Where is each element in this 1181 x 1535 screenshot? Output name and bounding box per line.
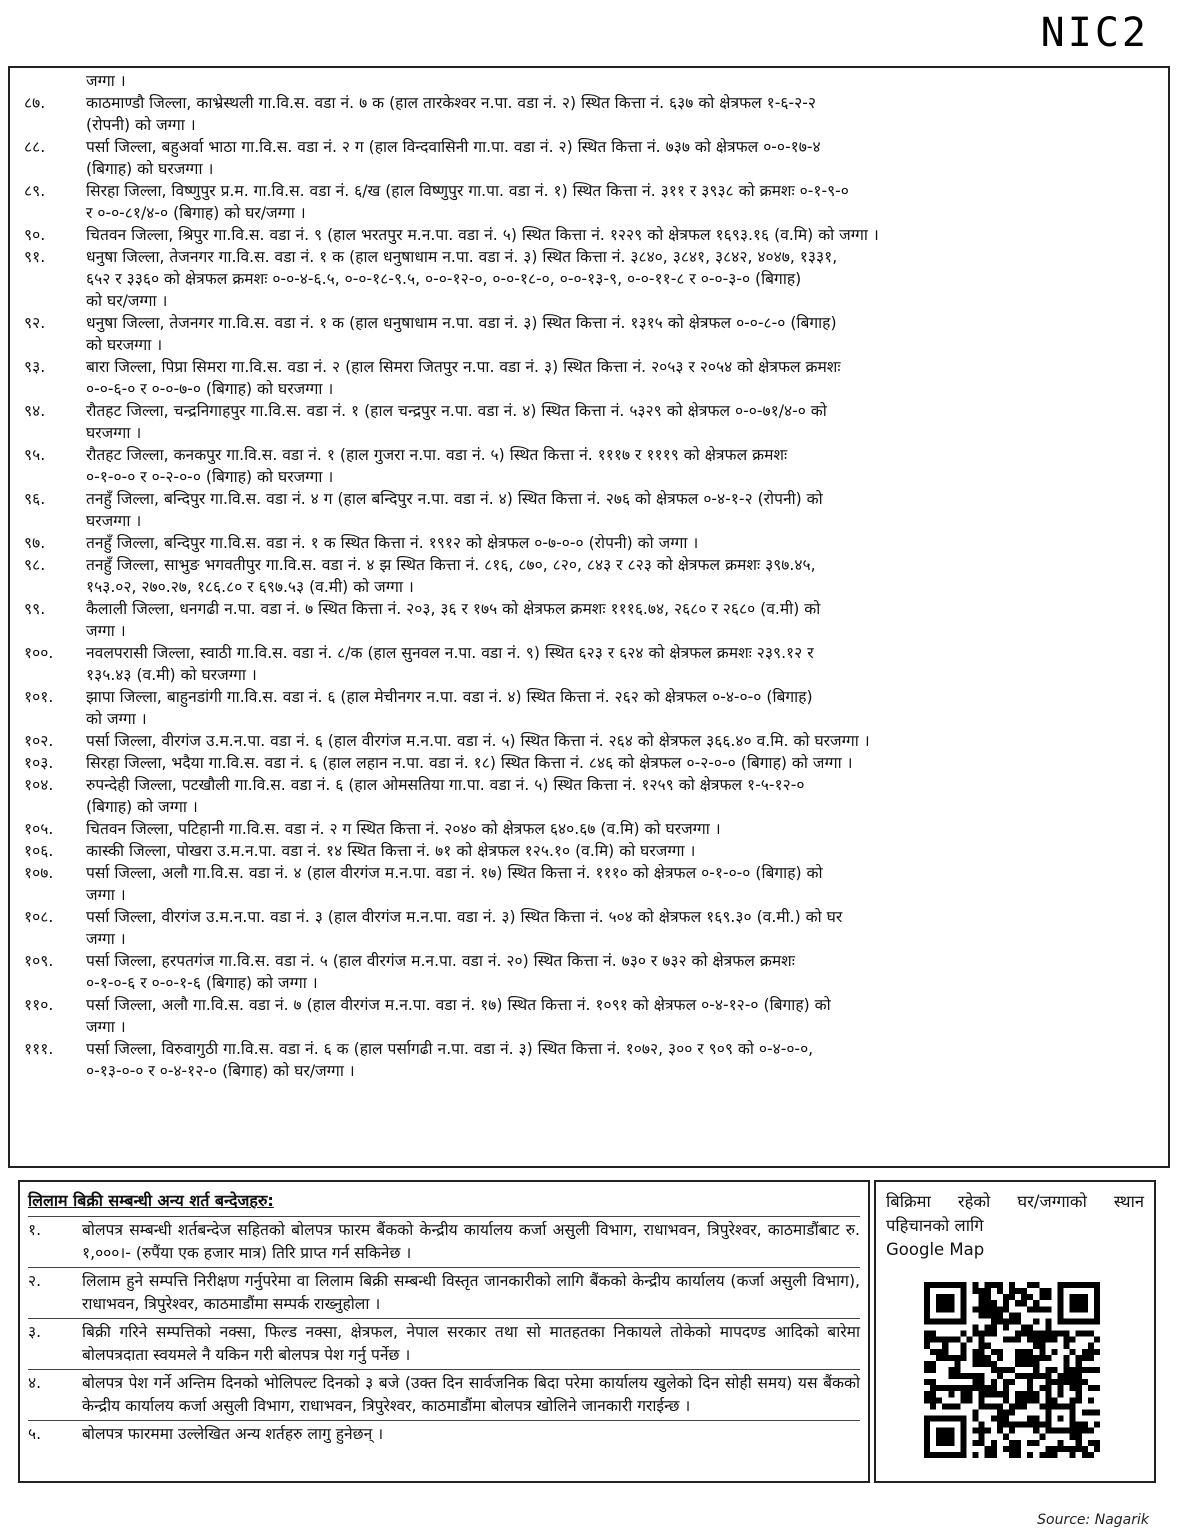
list-item (24, 994, 1154, 1016)
item-number: ८८. (24, 138, 46, 156)
list-item (24, 950, 1154, 972)
list-item (24, 378, 1154, 400)
list-item (24, 752, 1154, 774)
item-number (24, 708, 86, 730)
item-number: १०८. (24, 908, 54, 926)
list-item (24, 686, 1154, 708)
item-text: जग्गा । (86, 930, 126, 948)
list-item (24, 598, 1154, 620)
item-text: तनहुँ जिल्ला, बन्दिपुर गा.वि.स. वडा नं. १ क स्थित कित्ता नं. १९१२ को क्षेत्रफल ०-७-०-० (रोपनी) को जग्गा । (86, 534, 699, 552)
item-text: ६५२ र ३३६० को क्षेत्रफल क्रमशः ०-०-४-६.५, ०-०-१८-९.५, ०-०-१२-०, ०-०-१८-०, ०-०-१३-९, ०-०-११-८ र ०-०-३-० (बिगाह) (86, 270, 802, 288)
item-text: (बिगाह) को जग्गा । (86, 798, 198, 816)
item-number: १०५. (24, 820, 54, 838)
map-info-label: बिक्रिमा रहेको घर/जग्गाको स्थान पहिचानको लागि (886, 1192, 1144, 1235)
list-item (24, 928, 1154, 950)
condition-text: बिक्री गरिने सम्पत्तिको नक्सा, फिल्ड नक्सा, क्षेत्रफल, नेपाल सरकार तथा सो मातहतका निकायले तोकेको मापदण्ड आदिको बारेमा बोलपत्रदाता स्वयमले नै यकिन गरी बोलपत्र पेश गर्नु पर्नेछ । (82, 1323, 860, 1364)
list-item (24, 1060, 1154, 1082)
item-number: ९५. (24, 446, 46, 464)
item-number (24, 664, 86, 686)
item-number: १११. (24, 1040, 54, 1058)
list-item (24, 862, 1154, 884)
list-item (24, 92, 1154, 114)
list-item (24, 422, 1154, 444)
item-number (24, 884, 86, 906)
item-text: को घर/जग्गा । (86, 292, 168, 310)
item-text: पर्सा जिल्ला, वीरगंज उ.म.न.पा. वडा नं. ६ (हाल वीरगंज म.न.पा. वडा नं. ५) स्थित कित्ता नं. २६४ को क्षेत्रफल ३६६.४० व.मि. को घरजग्गा । (86, 732, 870, 750)
item-number: १०९. (24, 952, 54, 970)
list-item (24, 114, 1154, 136)
item-number: ८७. (24, 94, 46, 112)
item-text: सिरहा जिल्ला, भदैया गा.वि.स. वडा नं. ६ (हाल लहान न.पा. वडा नं. १८) स्थित कित्ता नं. ८४६ को क्षेत्रफल ०-२-०-० (बिगाह) को जग्गा । (86, 754, 853, 772)
item-number (24, 268, 86, 290)
item-text: पर्सा जिल्ला, अलौ गा.वि.स. वडा नं. ७ (हाल वीरगंज म.न.पा. वडा नं. १७) स्थित कित्ता नं. १०९१ को क्षेत्रफल ०-४-१२-० (बिगाह) को (86, 996, 831, 1014)
item-text: (रोपनी) को जग्गा । (86, 116, 196, 134)
item-number: ९१. (24, 248, 46, 266)
conditions-title: लिलाम बिक्री सम्बन्धी अन्य शर्त बन्देजहरु: (28, 1191, 274, 1210)
condition-divider (28, 1318, 860, 1319)
item-number (24, 378, 86, 400)
list-item (24, 1016, 1154, 1038)
item-number: १०६. (24, 842, 54, 860)
list-item (24, 620, 1154, 642)
item-number: ८९. (24, 182, 46, 200)
list-item (24, 972, 1154, 994)
item-number (24, 1016, 86, 1038)
list-item (24, 444, 1154, 466)
list-item (24, 312, 1154, 334)
list-item (24, 466, 1154, 488)
condition-number: ४. (28, 1374, 42, 1392)
map-info-box (874, 1180, 1156, 1483)
property-list (24, 70, 1154, 1082)
item-number (24, 158, 86, 180)
conditions-list (28, 1216, 860, 1446)
item-number (24, 70, 86, 92)
condition-text: बोलपत्र सम्बन्धी शर्तबन्देज सहितको बोलपत्र फारम बैंकको केन्द्रीय कार्यालय कर्जा असुली विभाग, राधाभवन, त्रिपुरेश्वर, काठमाडौंबाट रु. १,०००।- (रुपैंया एक हजार मात्र) तिरि प्राप्त गर्न सकिनेछ । (82, 1221, 860, 1262)
list-item (24, 774, 1154, 796)
item-text: ०-१३-०-० र ०-४-१२-० (बिगाह) को घर/जग्गा । (86, 1062, 355, 1080)
item-text: काठमाण्डौ जिल्ला, काभ्रेस्थली गा.वि.स. वडा नं. ७ क (हाल तारकेश्वर न.पा. वडा नं. २) स्थित कित्ता नं. ६३७ को क्षेत्रफल १-६-२-२ (86, 94, 816, 112)
item-text: ०-१-०-० र ०-२-०-० (बिगाह) को घरजग्गा । (86, 468, 334, 486)
item-text: चितवन जिल्ला, श्रिपुर गा.वि.स. वडा नं. ९ (हाल भरतपुर म.न.पा. वडा नं. ५) स्थित कित्ता नं. १२२९ को क्षेत्रफल १६९३.१६ (व.मि) को जग्गा । (86, 226, 879, 244)
list-item (24, 356, 1154, 378)
item-number (24, 796, 86, 818)
item-number (24, 576, 86, 598)
list-item (24, 532, 1154, 554)
item-text: बारा जिल्ला, पिप्रा सिमरा गा.वि.स. वडा नं. २ (हाल सिमरा जितपुर न.पा. वडा नं. ३) स्थित कित्ता नं. २०५३ र २०५४ को क्षेत्रफल क्रमशः (86, 358, 841, 376)
list-item (24, 334, 1154, 356)
condition-item (28, 1372, 860, 1418)
condition-divider (28, 1267, 860, 1268)
item-text: घरजग्गा । (86, 512, 142, 530)
condition-item (28, 1423, 860, 1446)
item-text: धनुषा जिल्ला, तेजनगर गा.वि.स. वडा नं. १ क (हाल धनुषाधाम न.पा. वडा नं. ३) स्थित कित्ता नं. ३८४०, ३८४१, ३८४२, ४०४७, १३३१, (86, 248, 838, 266)
item-text: रौतहट जिल्ला, चन्द्रनिगाहपुर गा.वि.स. वडा नं. १ (हाल चन्द्रपुर न.पा. वडा नं. ४) स्थित कित्ता नं. ५३२९ को क्षेत्रफल ०-०-७१/४-० को (86, 402, 827, 420)
list-item (24, 796, 1154, 818)
item-number: १०१. (24, 688, 54, 706)
list-item (24, 246, 1154, 268)
condition-item (28, 1321, 860, 1367)
condition-text: लिलाम हुने सम्पत्ति निरीक्षण गर्नुपरेमा वा लिलाम बिक्री सम्बन्धी विस्तृत जानकारीको लागि बैंकको केन्द्रीय कार्यालय (कर्जा असुली विभाग), राधाभवन, त्रिपुरेश्वर, काठमाडौंमा सम्पर्क राख्नुहोला । (82, 1272, 860, 1313)
item-number: ९८. (24, 556, 46, 574)
item-text: पर्सा जिल्ला, अलौ गा.वि.स. वडा नं. ४ (हाल वीरगंज म.न.पा. वडा नं. १७) स्थित कित्ता नं. १११० को क्षेत्रफल ०-१-०-० (बिगाह) को (86, 864, 823, 882)
item-text: जग्गा । (86, 1018, 126, 1036)
qr-code-icon[interactable] (924, 1282, 1100, 1458)
item-text: पर्सा जिल्ला, विरुवागुठी गा.वि.स. वडा नं. ६ क (हाल पर्सागढी न.पा. वडा नं. ३) स्थित कित्ता नं. १०७२, ३०० र ९०९ को ०-४-०-०, (86, 1040, 814, 1058)
item-text: जग्गा । (86, 72, 126, 90)
condition-item (28, 1219, 860, 1265)
item-number (24, 466, 86, 488)
item-number (24, 1060, 86, 1082)
condition-number: २. (28, 1272, 42, 1290)
list-item (24, 268, 1154, 290)
item-text: पर्सा जिल्ला, बहुअर्वा भाठा गा.वि.स. वडा नं. २ ग (हाल विन्दवासिनी गा.पा. वडा नं. २) स्थित कित्ता नं. ७३७ को क्षेत्रफल ०-०-१७-४ (86, 138, 821, 156)
list-item (24, 400, 1154, 422)
list-item (24, 730, 1154, 752)
item-text: कास्की जिल्ला, पोखरा उ.म.न.पा. वडा नं. १४ स्थित कित्ता नं. ७१ को क्षेत्रफल १२५.१० (व.मि) को घरजग्गा । (86, 842, 696, 860)
conditions-box (18, 1180, 870, 1483)
item-text: पर्सा जिल्ला, हरपतगंज गा.वि.स. वडा नं. ५ (हाल वीरगंज म.न.पा. वडा नं. २०) स्थित कित्ता नं. ७३० र ७३२ को क्षेत्रफल क्रमशः (86, 952, 795, 970)
list-item (24, 664, 1154, 686)
item-number: १०३. (24, 754, 54, 772)
item-number (24, 114, 86, 136)
condition-divider (28, 1216, 860, 1217)
item-text: को जग्गा । (86, 710, 147, 728)
condition-number: ५. (28, 1425, 42, 1443)
condition-item (28, 1270, 860, 1316)
list-item (24, 290, 1154, 312)
item-text: पर्सा जिल्ला, वीरगंज उ.म.न.पा. वडा नं. ३ (हाल वीरगंज म.न.पा. वडा नं. ३) स्थित कित्ता नं. ५०४ को क्षेत्रफल १६९.३० (व.मी.) को घर (86, 908, 843, 926)
condition-divider (28, 1420, 860, 1421)
item-text: १३५.४३ (व.मी) को घरजग्गा । (86, 666, 257, 684)
item-number: १०२. (24, 732, 54, 750)
list-item (24, 70, 1154, 92)
item-text: सिरहा जिल्ला, विष्णुपुर प्र.म. गा.वि.स. वडा नं. ६/ख (हाल विष्णुपुर गा.पा. वडा नं. १) स्थित कित्ता नं. ३११ र ३९३८ को क्रमशः ०-१-९-० (86, 182, 849, 200)
list-item (24, 554, 1154, 576)
item-text: र ०-०-८१/४-० (बिगाह) को घर/जग्गा । (86, 204, 306, 222)
item-number: ९७. (24, 534, 46, 552)
list-item (24, 136, 1154, 158)
list-item (24, 884, 1154, 906)
list-item (24, 158, 1154, 180)
item-number: ११०. (24, 996, 54, 1014)
item-number: १०४. (24, 776, 54, 794)
list-item (24, 488, 1154, 510)
item-text: नवलपरासी जिल्ला, स्वाठी गा.वि.स. वडा नं. ८/क (हाल सुनवल न.पा. वडा नं. ९) स्थित ६२३ र ६२४ को क्षेत्रफल क्रमशः २३९.१२ र (86, 644, 814, 662)
list-item (24, 510, 1154, 532)
item-number: ९९. (24, 600, 46, 618)
source-credit: Source: Nagarik (1037, 1512, 1149, 1528)
item-number: ९२. (24, 314, 46, 332)
list-item (24, 202, 1154, 224)
item-text: रौतहट जिल्ला, कनकपुर गा.वि.स. वडा नं. १ (हाल गुजरा न.पा. वडा नं. ५) स्थित कित्ता नं. १११७ र १११९ को क्षेत्रफल क्रमशः (86, 446, 788, 464)
item-text: (बिगाह) को घरजग्गा । (86, 160, 214, 178)
list-item (24, 840, 1154, 862)
google-map-label: Google Map (886, 1240, 985, 1259)
item-number (24, 510, 86, 532)
list-item (24, 642, 1154, 664)
item-text: कैलाली जिल्ला, धनगढी न.पा. वडा नं. ७ स्थित कित्ता नं. २०३, ३६ र १७५ को क्षेत्रफल क्रमशः १११६.७४, २६८० र २६८० (व.मी) को (86, 600, 821, 618)
item-text: को घरजग्गा । (86, 336, 163, 354)
item-number: ९३. (24, 358, 46, 376)
list-item (24, 1038, 1154, 1060)
item-number (24, 202, 86, 224)
item-text: घरजग्गा । (86, 424, 142, 442)
item-text: जग्गा । (86, 622, 126, 640)
item-number (24, 334, 86, 356)
list-item (24, 224, 1154, 246)
item-number: १०७. (24, 864, 54, 882)
list-item (24, 708, 1154, 730)
item-text: तनहुँ जिल्ला, साभुङ भगवतीपुर गा.वि.स. वडा नं. ४ झ स्थित कित्ता नं. ८१६, ८७०, ८२०, ८४३ र ८२३ को क्षेत्रफल क्रमशः ३९७.४५, (86, 556, 816, 574)
item-number: १००. (24, 644, 54, 662)
bank-logo-text: NIC2 (1040, 10, 1149, 56)
item-text: ०-०-६-० र ०-०-७-० (बिगाह) को घरजग्गा । (86, 380, 334, 398)
list-item (24, 818, 1154, 840)
item-number (24, 972, 86, 994)
list-item (24, 180, 1154, 202)
condition-number: १. (28, 1221, 42, 1239)
item-number (24, 928, 86, 950)
item-number: ९४. (24, 402, 46, 420)
item-number (24, 422, 86, 444)
condition-divider (28, 1369, 860, 1370)
item-text: जग्गा । (86, 886, 126, 904)
item-text: १५३.०२, २७०.२७, १८६.८० र ६९७.५३ (व.मी) को जग्गा । (86, 578, 414, 596)
condition-text: बोलपत्र फारममा उल्लेखित अन्य शर्तहरु लागु हुनेछन् । (82, 1425, 384, 1443)
item-text: रुपन्देही जिल्ला, पटखौली गा.वि.स. वडा नं. ६ (हाल ओमसतिया गा.पा. वडा नं. ५) स्थित कित्ता नं. १२५९ को क्षेत्रफल १-५-१२-० (86, 776, 805, 794)
item-text: झापा जिल्ला, बाहुनडांगी गा.वि.स. वडा नं. ६ (हाल मेचीनगर न.पा. वडा नं. ४) स्थित कित्ता नं. २६२ को क्षेत्रफल ०-४-०-० (बिगाह) (86, 688, 813, 706)
item-text: ०-१-०-६ र ०-०-१-६ (बिगाह) को जग्गा । (86, 974, 318, 992)
item-number (24, 620, 86, 642)
item-text: धनुषा जिल्ला, तेजनगर गा.वि.स. वडा नं. १ क (हाल धनुषाधाम न.पा. वडा नं. ३) स्थित कित्ता नं. १३१५ को क्षेत्रफल ०-०-८-० (बिगाह) (86, 314, 837, 332)
item-number: ९०. (24, 226, 46, 244)
condition-number: ३. (28, 1323, 42, 1341)
item-number: ९६. (24, 490, 46, 508)
item-text: तनहुँ जिल्ला, बन्दिपुर गा.वि.स. वडा नं. ४ ग (हाल बन्दिपुर न.पा. वडा नं. ४) स्थित कित्ता नं. २७६ को क्षेत्रफल ०-४-१-२ (रोपनी) को (86, 490, 823, 508)
item-text: चितवन जिल्ला, पटिहानी गा.वि.स. वडा नं. २ ग स्थित कित्ता नं. २०४० को क्षेत्रफल ६४०.६७ (व.मि) को घरजग्गा । (86, 820, 721, 838)
item-number (24, 290, 86, 312)
list-item (24, 576, 1154, 598)
condition-text: बोलपत्र पेश गर्ने अन्तिम दिनको भोलिपल्ट दिनको ३ बजे (उक्त दिन सार्वजनिक बिदा परेमा कार्यालय खुलेको दिन सोही समय) यस बैंकको केन्द्रीय कार्यालय कर्जा असुली विभाग, राधाभवन, त्रिपुरेश्वर, काठमाडौंमा बोलपत्र खोलिने जानकारी गराईन्छ । (82, 1374, 860, 1415)
list-item (24, 906, 1154, 928)
map-info-text (886, 1190, 1144, 1262)
